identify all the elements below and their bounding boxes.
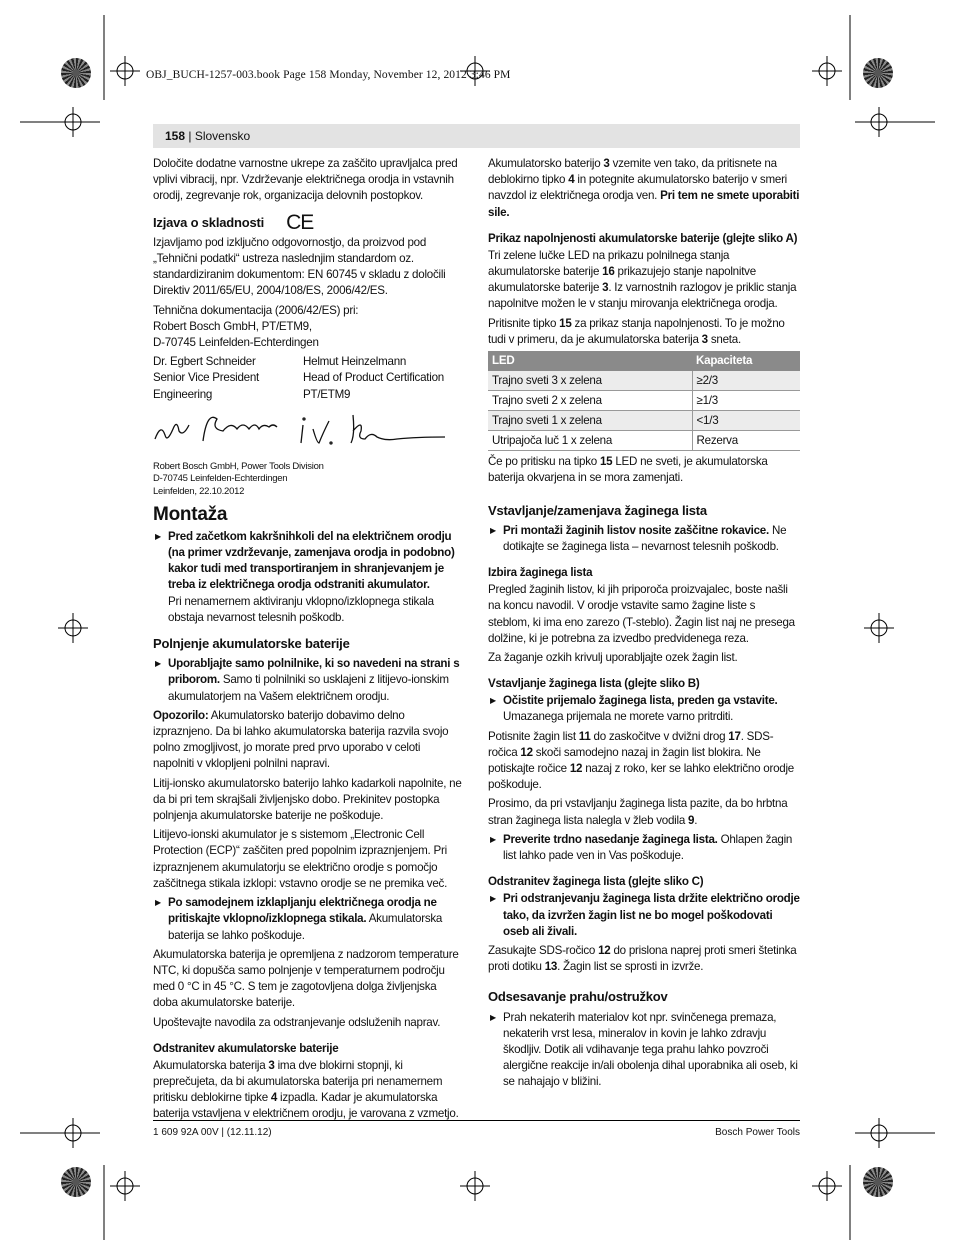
- right-column: [488, 156, 800, 1094]
- table-row: Utripajoča luč 1 x zelena Rezerva: [488, 431, 800, 451]
- tech-doc-line: Robert Bosch GmbH, PT/ETM9,: [153, 319, 312, 333]
- blade-heading: Vstavljanje/zamenjava žaginega lista: [488, 502, 707, 518]
- ce-mark-icon: CE: [286, 210, 314, 234]
- remove-blade-heading: Odstranitev žaginega lista (glejte sliko C): [488, 875, 704, 889]
- signer-2: Helmut Heinzelmann Head of Product Certification PT/ETM9: [303, 355, 444, 401]
- disposal-text: Upoštevajte navodila za odstranjevanje odsluženih naprav.: [153, 1015, 441, 1029]
- bullet-check-blade: ▶ Preverite trdno nasedanje žaginega lista. Ohlapen žagin list lahko pade ven in Vas poškoduje.: [488, 832, 800, 864]
- insert-blade-heading: Vstavljanje žaginega lista (glejte sliko B): [488, 677, 700, 691]
- table-row: Trajno sveti 2 x zelena ≥1/3: [488, 391, 800, 411]
- led-defect-text: Če po pritisku na tipko 15 LED ne sveti, je akumulatorska baterija okvarjena in se mora zamenjati.: [488, 455, 768, 485]
- footer-doc-number: 1 609 92A 00V | (12.11.12): [153, 1127, 272, 1138]
- ntc-text: Akumulatorska baterija je opremljena z nadzorom temperature NTC, ki dopušča samo polnjenje v temperaturnem področju med 0 °C in 45 °C. S tem je zagotovljena dolga življenjska doba akumulatorske baterije.: [153, 947, 459, 1010]
- dust-heading: Odsesavanje prahu/ostružkov: [488, 989, 668, 1005]
- footer-rule: [153, 1120, 800, 1121]
- select-blade-text: Pregled žaginih listov, ki jih priporoča proizvajalec, boste našli na koncu navodil. V orodje vstavite samo žagine liste s steblom, ki ima eno zarezo (T-steblo). Žagin list naj ne presega dolžine, ki je potrebna za izvedbo predvidenega reza.: [488, 583, 795, 645]
- narrow-blade-text: Za žaganje ozkih krivulj uporabljajte ozek žagin list.: [488, 651, 738, 665]
- take-out-text: Akumulatorsko baterijo 3 vzemite ven tako, da pritisnete na deblokirno tipko 4 in potegnite akumulatorsko baterijo v smeri navzdol iz električnega orodja ven. Pri tem ne smete uporabiti sile.: [488, 157, 800, 219]
- indicator-heading: Prikaz napolnjenosti akumulatorske baterije (glejte sliko A): [488, 231, 798, 245]
- file-header-line: OBJ_BUCH-1257-003.book Page 158 Monday, November 12, 2012 3:46 PM: [146, 69, 511, 81]
- bullet-clean-holder: ▶ Očistite prijemalo žaginega lista, preden ga vstavite. Umazanega prijemala ne morete varno pritrditi.: [488, 693, 800, 725]
- vibration-intro: Določite dodatne varnostne ukrepe za zaščito upravljalca pred vplivi vibracij, npr. Vzdrževanje električnega orodja in vstavnih orodij, zegrevanje rok, organizacija delovnih postopkov.: [153, 157, 458, 203]
- company-block: Robert Bosch GmbH, Power Tools Division D-70745 Leinfelden-Echterdingen Leinfelden, 22.10.2012: [153, 460, 324, 498]
- section-title-montaza: Montaža: [153, 503, 228, 525]
- table-row: Trajno sveti 3 x zelena ≥2/3: [488, 371, 800, 391]
- tech-doc-line: D-70745 Leinfelden-Echterdingen: [153, 336, 319, 350]
- left-column: [153, 156, 464, 1126]
- page-language: Slovensko: [194, 129, 251, 143]
- bullet-dust: ▶ Prah nekaterih materialov kot npr. svinčenega premaza, nekaterih vrst lesa, mineralov in kovin je lahko zdravju škodljiv. Dotik ali vdihavanje tega prahu lahko povzroči alergične reakcije in/ali obolenja dihal uporabnika ali oseb, ki se nahajajo v bližini.: [488, 1010, 800, 1091]
- push-blade-text: Potisnite žagin list 11 do zaskočitve v dvižni drog 17. SDS-ročica 12 skoči samodejno nazaj in žagin list blokira. Ne potiskajte ročice 12 nazaj z roko, ker se lahko električno orodje poškoduje.: [488, 729, 794, 792]
- warning-text: Opozorilo: Akumulatorsko baterijo dobavimo delno izpraznjeno. Da bi lahko akumulatorska baterija razvila svojo polno zmogljivost, jo morate pred prvo uporabo v celoti napolniti v vklopljeni polnilni napravi.: [153, 708, 449, 771]
- bullet-gloves: ▶ Pri montaži žaginih listov nosite zaščitne rokavice. Ne dotikajte se žaginega lista – nevarnost telesnih poškodb.: [488, 523, 800, 555]
- table-header: LED: [488, 351, 692, 371]
- blade-back-text: Prosimo, da pri vstavljanju žaginega lista pazite, da bo hrbtna stran žaginega lista nalegla v žleb vodila 9.: [488, 797, 788, 827]
- table-header-row: [488, 351, 800, 371]
- page-header-bar: 158 | Slovensko: [153, 124, 800, 148]
- liion-text: Litij-ionsko akumulatorsko baterijo lahko kadarkoli napolnite, ne da bi pri tem skrajšali življenjsko dobo. Prekinitev postopka polnjenja akumulatorske baterije ne poškoduje.: [153, 776, 462, 823]
- signers: [153, 354, 464, 403]
- remove-battery-heading: Odstranitev akumulatorske baterije: [153, 1041, 339, 1055]
- remove-battery-text: Akumulatorska baterija 3 ima dve blokirni stopnji, ki preprečujeta, da bi akumulatorska baterija pri nenamernem pritisku deblokirne tipke 4 izpadla. Kadar je akumulatorska baterija vstavljena v električnem orodju, je varovana z vzmetjo.: [153, 1058, 459, 1121]
- turn-lever-text: Zasukajte SDS-ročico 12 do prislona naprej proti smeri štetinka proti dotiku 13. Žagin list se sprosti in izvrže.: [488, 943, 797, 974]
- page-number: 158: [165, 129, 186, 143]
- conformity-text: Izjavljamo pod izključno odgovornostjo, da proizvod pod „Tehnični podatki“ ustreza naslednjim standardom oz. standardiziranim dokumentom: EN 60745 v skladu z določili Direktiv 2011/65/EU, 2004/108/ES, 2006/42/ES.: [153, 235, 446, 298]
- charge-level-table: [488, 351, 800, 451]
- bullet-auto-shutdown: ▶ Po samodejnem izklapljanju električnega orodja ne pritiskajte vklopno/izklopnega stikala. Akumulatorska baterija se lahko poškoduje.: [153, 895, 464, 944]
- conformity-heading: Izjava o skladnosti CE: [153, 210, 314, 234]
- press-text: Pritisnite tipko 15 za prikaz stanja napolnjenosti. To je možno tudi v primeru, da je akumulatorska baterija 3 sneta.: [488, 316, 785, 346]
- handwritten-signatures: [153, 407, 464, 459]
- table-header: Kapaciteta: [692, 351, 800, 371]
- bullet-remove-battery: ▶ Pred začetkom kakršnihkoli del na električnem orodju (na primer vzdrževanje, zamenjava orodja in podobno) kakor tudi med transportiranjem in shranjevanjem je treba iz električnega orodja odstraniti akumulator. Pri nenamernem aktiviranju vklopno/izklopnega stikala obstaja nevarnost telesnih poškodb.: [153, 529, 464, 626]
- indicator-text: Tri zelene lučke LED na prikazu polnilnega stanja akumulatorske baterije 16 prikazujejo stanje napolnitve akumulatorske baterije 3. Iz varnostnih razlogov je priklic stanja napolnitve možen le v stanju mirovanja električnega orodja.: [488, 248, 797, 311]
- tech-doc-line: Tehnična dokumentacija (2006/42/ES) pri:: [153, 303, 359, 317]
- bullet-hold-tool: ▶ Pri odstranjevanju žaginega lista držite električno orodje tako, da izvržen žagin list ne bo mogel poškodovati oseb ali živali.: [488, 891, 800, 940]
- table-row: Trajno sveti 1 x zelena <1/3: [488, 411, 800, 431]
- ecp-text: Litijevo-ionski akumulator je s sistemom „Electronic Cell Protection (ECP)“ zaščiten pred popolnim izpraznjenjem. Pri izpraznjenem akumulatorju se električno orodje s pomočjo zaščitnega stikala izklopi: vstavno orodje se ne premika več.: [153, 828, 448, 890]
- signer-1: Dr. Egbert Schneider Senior Vice President Engineering: [153, 355, 260, 401]
- footer-brand: Bosch Power Tools: [715, 1127, 800, 1138]
- bullet-chargers: ▶ Uporabljajte samo polnilnike, ki so navedeni na strani s priborom. Samo ti polnilniki so usklajeni z litijevo-ionskim akumulatorjem na Vašem električnem orodju.: [153, 656, 464, 705]
- select-blade-heading: Izbira žaginega lista: [488, 566, 593, 580]
- charging-heading: Polnjenje akumulatorske baterije: [153, 636, 350, 652]
